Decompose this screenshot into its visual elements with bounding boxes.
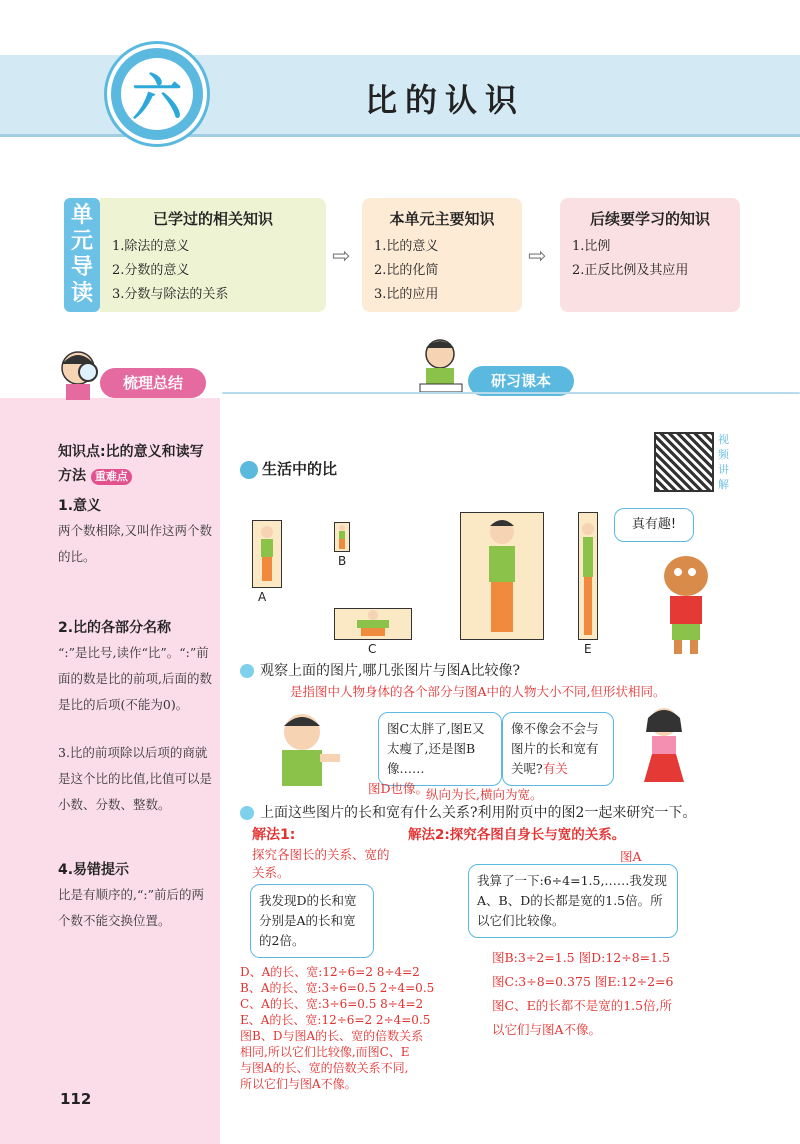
question-2-text: 上面这些图片的长和宽有什么关系?利用附页中的图2一起来研究一下。 [260, 805, 697, 821]
main-item: 3.比的应用 [374, 287, 439, 302]
chapter-title: 比的认识 [364, 81, 525, 119]
main-item: 1.比的意义 [374, 239, 439, 254]
side-heading: 4.易错提示 [58, 862, 130, 878]
method-1-line: 与图A的长、宽的倍数关系不同, [240, 1061, 409, 1075]
book-icon [240, 461, 258, 479]
boy-figure-icon [477, 516, 527, 636]
picture-b [334, 522, 350, 552]
next-knowledge-box [560, 198, 740, 312]
method-1-line: 相同,所以它们比较像,而图C、E [240, 1045, 410, 1059]
knowledge-point-text: 知识点:比的意义和读写方法 [58, 444, 204, 484]
prior-item: 2.分数的意义 [112, 263, 190, 278]
page-number: 112 [60, 1090, 92, 1108]
next-title: 后续要学习的知识 [589, 210, 710, 228]
study-divider [222, 392, 800, 394]
boy-figure-icon [257, 524, 277, 584]
method-1-line: 图B、D与图A的长、宽的倍数关系 [240, 1029, 424, 1043]
tab-summary: 梳理总结 [100, 368, 206, 398]
prior-item: 3.分数与除法的关系 [112, 287, 229, 302]
boy-character-icon [262, 708, 352, 788]
picture-e [578, 512, 598, 640]
girl-speech-bubble [502, 712, 614, 786]
unit-guide-label [64, 198, 100, 312]
knowledge-point-title [58, 440, 216, 488]
method-1-work [240, 964, 460, 1092]
girl-note: 有关 [542, 761, 568, 776]
picture-label-c: C [368, 642, 377, 656]
method-2-line: 图C、E的长都不是宽的1.5倍,所 [492, 998, 673, 1013]
side-text: 比是有顺序的,“:”前后的两个数不能交换位置。 [58, 887, 204, 928]
tab-study: 研习课本 [468, 366, 574, 396]
girl-character-icon [628, 702, 700, 798]
prior-title: 已学过的相关知识 [152, 210, 273, 228]
girl-speech-text: 像不像会不会与图片的长和宽有关呢? [511, 721, 599, 776]
sidebar-content [58, 440, 216, 934]
side-heading: 1.意义 [58, 498, 102, 514]
next-item: 1.比例 [572, 239, 611, 254]
prior-knowledge-box [100, 198, 326, 312]
video-label: 视频讲解 [718, 433, 729, 491]
chapter-mark: 六 [121, 58, 193, 130]
method-2-line: 图B:3÷2=1.5 图D:12÷8=1.5 [492, 950, 671, 965]
boy-figure-icon [337, 524, 347, 550]
reading-boy-icon [416, 334, 466, 396]
method-2-tag: 图A [620, 849, 642, 864]
method-1-line: 所以它们与图A不像。 [240, 1077, 357, 1091]
picture-label-a: A [258, 590, 267, 604]
side-text: “:”是比号,读作“比”。“:”前面的数是比的前项,后面的数是比的后项(不能为0)。 [58, 645, 212, 712]
arrow-right-icon: ⇨ [332, 244, 351, 269]
method-2-bubble: 我算了一下:6÷4=1.5,……我发现A、B、D的长都是宽的1.5倍。所以它们比较像。 [468, 864, 678, 938]
method-2-line: 以它们与图A不像。 [492, 1022, 602, 1037]
method-1-line: D、A的长、宽:12÷6=2 8÷4=2 [240, 965, 420, 979]
side-text: 3.比的前项除以后项的商就是这个比的比值,比值可以是小数、分数、整数。 [58, 745, 212, 812]
method-2-work [492, 946, 722, 1042]
guide-label-char: 导 [70, 255, 93, 280]
boy-note: 图D也像。 [368, 781, 429, 796]
question-2 [240, 802, 696, 822]
guide-label-char: 单 [70, 203, 93, 228]
section-title-text: 生活中的比 [262, 460, 338, 478]
picture-c [334, 608, 412, 640]
boy-figure-icon [579, 513, 597, 639]
header-divider [0, 134, 800, 137]
qr-code-icon[interactable] [654, 432, 714, 492]
main-item: 2.比的化简 [374, 263, 439, 278]
fox-speech-bubble: 真有趣! [614, 508, 694, 542]
method-1-line: E、A的长、宽:12÷6=2 2÷4=0.5 [240, 1013, 431, 1027]
method-1-title: 解法1: [252, 827, 296, 843]
fox-character-icon [648, 548, 724, 658]
question-bullet-icon [240, 664, 254, 678]
direction-note: 纵向为长,横向为宽。 [426, 787, 543, 802]
method-2-title: 解法2:探究各图自身长与宽的关系。 [408, 827, 626, 843]
method-2-line: 图C:3÷8=0.375 图E:12÷2=6 [492, 974, 674, 989]
picture-a [252, 520, 282, 588]
answer-1: 是指图中人物身体的各个部分与图A中的人物大小不同,但形状相同。 [290, 684, 666, 699]
question-1-text: 观察上面的图片,哪几张图片与图A比较像? [260, 663, 521, 679]
guide-label-char: 读 [70, 281, 93, 306]
section-title [240, 458, 337, 479]
question-bullet-icon [240, 806, 254, 820]
boy-speech-bubble: 图C太胖了,图E又太瘦了,还是图B像…… [378, 712, 502, 786]
hard-point-badge: 重难点 [91, 469, 132, 485]
picture-d [460, 512, 544, 640]
main-title: 本单元主要知识 [389, 210, 495, 228]
magnifier-kid-icon [52, 346, 104, 402]
side-text: 两个数相除,又叫作这两个数的比。 [58, 523, 212, 564]
main-knowledge-box [362, 198, 522, 312]
boy-figure-icon [343, 610, 403, 638]
picture-label-b: B [338, 554, 347, 568]
prior-item: 1.除法的意义 [112, 239, 190, 254]
side-heading: 2.比的各部分名称 [58, 620, 172, 636]
guide-label-char: 元 [70, 229, 93, 254]
method-1-line: C、A的长、宽:3÷6=0.5 8÷4=2 [240, 997, 424, 1011]
arrow-right-icon: ⇨ [528, 244, 547, 269]
method-1-bubble: 我发现D的长和宽分别是A的长和宽的2倍。 [250, 884, 374, 958]
picture-label-e: E [584, 642, 592, 656]
question-1 [240, 660, 520, 680]
method-1-line: B、A的长、宽:3÷6=0.5 2÷4=0.5 [240, 981, 435, 995]
method-1-desc: 探究各图长的关系、宽的关系。 [252, 847, 390, 880]
next-item: 2.正反比例及其应用 [572, 263, 689, 278]
